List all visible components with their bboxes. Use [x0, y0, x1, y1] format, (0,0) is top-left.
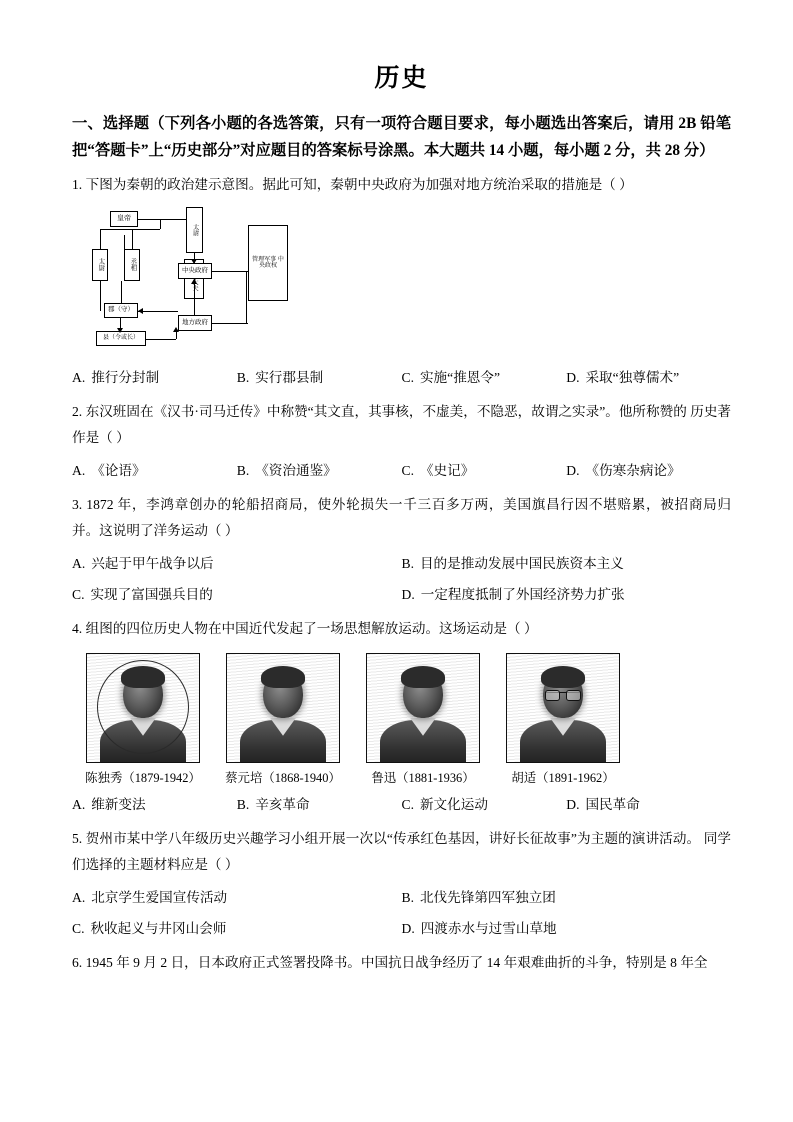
option-3-D[interactable]: D. 一定程度抵制了外国经济势力扩张: [401, 587, 625, 603]
portrait-image-chen-duxiu: [86, 653, 200, 763]
portrait-image-lu-xun: [366, 653, 480, 763]
option-2-A[interactable]: A. 《论语》: [72, 462, 146, 478]
portrait-image-cai-yuanpei: [226, 653, 340, 763]
question-4: [72, 616, 731, 643]
glasses-icon: [545, 692, 581, 702]
portrait-caption-cai-yuanpei: 蔡元培（1868-1940）: [225, 770, 341, 785]
option-4-A[interactable]: A. 维新变法: [72, 796, 146, 812]
question-1-number: 1.: [72, 177, 83, 193]
question-5: [72, 826, 731, 879]
portrait-cell-lu-xun: [364, 653, 482, 786]
question-2-number: 2.: [72, 403, 83, 419]
figure-node-censor-duty: 太尉: [186, 207, 203, 253]
option-1-C[interactable]: C. 实施“推恩令”: [401, 369, 501, 385]
portrait-cell-chen-duxiu: [84, 653, 202, 786]
question-6-stem: 1945 年 9 月 2 日，日本政府正式签署投降书。中国抗日战争经历了 14 年艰难曲折的斗争，特别是 8 年全: [85, 955, 708, 971]
question-3: [72, 492, 731, 545]
option-5-A[interactable]: A. 北京学生爱国宣传活动: [72, 889, 228, 905]
question-3-stem: 1872 年，李鸿章创办的轮船招商局，使外轮损失一千三百多万两，美国旗昌行因不堪赔累，被招商局归: [86, 496, 731, 512]
option-5-D[interactable]: D. 四渡赤水与过雪山草地: [401, 921, 557, 937]
question-3-number: 3.: [72, 496, 83, 512]
figure-node-commandery: 郡（守）: [104, 303, 138, 318]
section-heading: 一、选择题（下列各小题的各选答策，只有一项符合题目要求，每小题选出答案后，请用 2B 铅笔把“答题卡”上“历史部分”对应题目的答案标号涂黑。本大题共 14 小题，每小题 2 分，共 28 分）: [72, 115, 731, 160]
option-1-D[interactable]: D. 采取“独尊儒术”: [566, 369, 680, 385]
question-6-number: 6.: [72, 955, 83, 971]
option-5-B[interactable]: B. 北伐先锋第四军独立团: [401, 889, 556, 905]
question-1-stem: 下图为秦朝的政治建示意图。据此可知，秦朝中央政府为加强对地方统治采取的措施是（ ）: [85, 177, 633, 193]
option-2-B[interactable]: B. 《资治通鉴》: [236, 462, 337, 478]
option-1-B[interactable]: B. 实行郡县制: [236, 369, 324, 385]
portrait-cell-hu-shi: [504, 653, 622, 786]
question-5-stem-cont: 同学们选择的主题材料应是（ ）: [72, 830, 731, 873]
question-6: [72, 950, 731, 977]
figure-qin-political-system: [72, 207, 731, 357]
option-3-B[interactable]: B. 目的是推动发展中国民族资本主义: [401, 555, 624, 571]
figure-four-portraits: [84, 653, 731, 786]
portrait-cell-cai-yuanpei: [224, 653, 342, 786]
figure-node-central-government: 中央政府: [178, 263, 212, 279]
option-3-A[interactable]: A. 兴起于甲午战争以后: [72, 555, 214, 571]
portrait-caption-hu-shi: 胡适（1891-1962）: [511, 770, 615, 785]
figure-node-chengxiang: 丞相: [124, 249, 140, 281]
question-2-stem: 东汉班固在《汉书·司马迁传》中称赞“其文直，其事核，不虚美，不隐恶，故谓之实录”。他所称赞的: [85, 403, 687, 419]
question-2-options: [72, 458, 731, 484]
question-3-options: [72, 551, 731, 609]
option-4-C[interactable]: C. 新文化运动: [401, 796, 488, 812]
question-5-options: [72, 885, 731, 943]
option-5-C[interactable]: C. 秋收起义与井冈山会师: [72, 921, 227, 937]
question-4-number: 4.: [72, 621, 83, 637]
question-1: [72, 172, 731, 199]
question-4-stem: 组图的四位历史人物在中国近代发起了一场思想解放运动。这场运动是（ ）: [85, 621, 538, 637]
option-3-C[interactable]: C. 实现了富国强兵目的: [72, 587, 213, 603]
portrait-caption-lu-xun: 鲁迅（1881-1936）: [371, 770, 475, 785]
figure-node-local-government: 地方政府: [178, 315, 212, 331]
portrait-image-hu-shi: [506, 653, 620, 763]
option-1-A[interactable]: A. 推行分封制: [72, 369, 160, 385]
figure-node-county: 县（令或长）: [96, 331, 146, 346]
figure-node-taiwei: 太尉: [92, 249, 108, 281]
question-3-stem-cont: 并。这说明了洋务运动（ ）: [72, 523, 239, 539]
option-4-D[interactable]: D. 国民革命: [566, 796, 640, 812]
question-5-stem: 贺州市某中学八年级历史兴趣学习小组开展一次以“传承红色基因，讲好长征故事”为主题的演讲活动。: [85, 830, 701, 846]
portrait-caption-chen-duxiu: 陈独秀（1879-1942）: [85, 770, 201, 785]
page-title: 历史: [374, 65, 429, 92]
option-4-B[interactable]: B. 辛亥革命: [236, 796, 310, 812]
question-2: [72, 399, 731, 452]
figure-node-military-central: 管理军事 中央政权: [248, 225, 288, 301]
option-2-D[interactable]: D. 《伤寒杂病论》: [566, 462, 681, 478]
question-4-options: [72, 792, 731, 818]
question-2-stem-cont: 历史著作是（ ）: [72, 403, 732, 446]
option-2-C[interactable]: C. 《史记》: [401, 462, 475, 478]
question-1-options: [72, 365, 731, 391]
figure-node-emperor: 皇帝: [110, 211, 138, 227]
question-5-number: 5.: [72, 830, 83, 846]
